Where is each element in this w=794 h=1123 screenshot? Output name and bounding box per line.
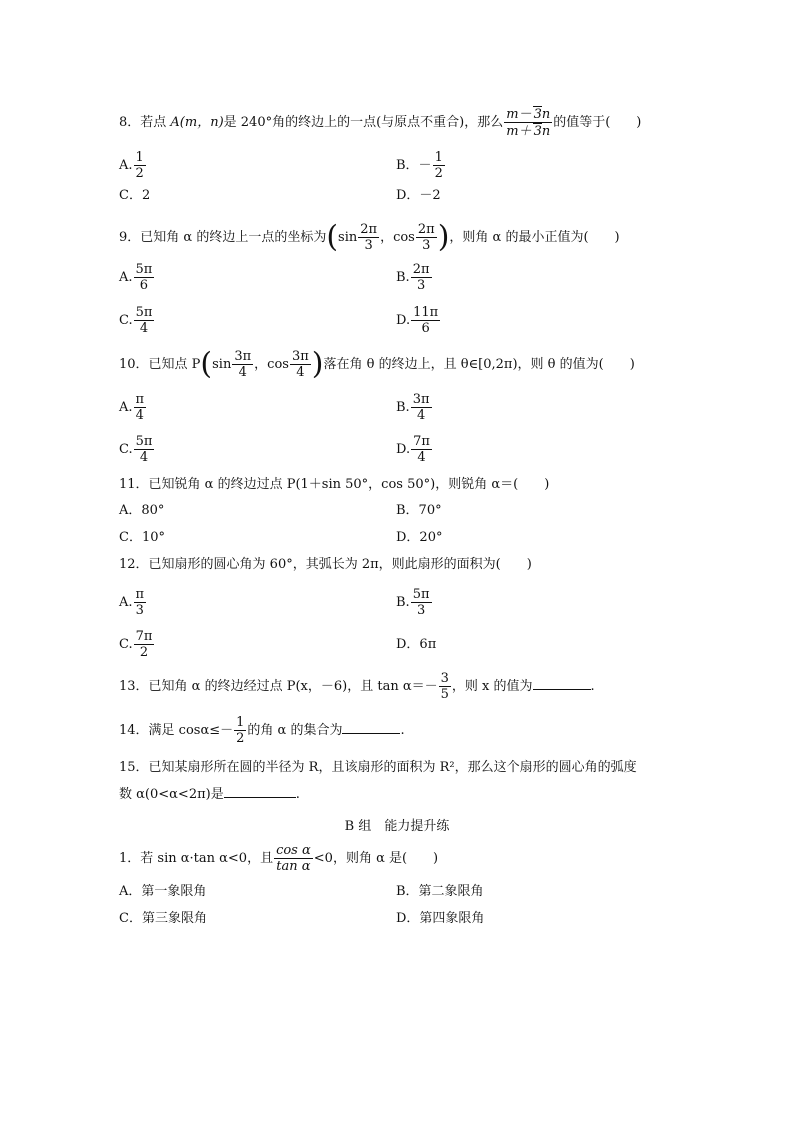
q8-suffix: 的值等于( ) [553, 115, 642, 130]
q12-option-b[interactable]: B. $\frac{5\pi}{3}$ [396, 587, 430, 618]
q8-option-c[interactable]: C．2 [119, 188, 151, 203]
q11-option-d[interactable]: D．20° [396, 530, 443, 545]
q11-option-c[interactable]: C．10° [119, 530, 165, 545]
q15-answer-blank[interactable] [224, 797, 296, 798]
q8-middle: 是 240°角的终边上的一点(与原点不重合)，那么 [223, 115, 504, 130]
q9-option-c[interactable]: C. $\frac{5\pi}{4}$ [119, 305, 153, 336]
q8-option-a[interactable]: A. $\frac{1}{2}$ [119, 150, 144, 181]
q11-option-a[interactable]: A．80° [119, 503, 165, 518]
question-11: 11．已知锐角 α 的终边过点 P(1＋sin 50°，cos 50°)，则锐角 α＝( ) [119, 477, 550, 492]
q12-option-a[interactable]: A. $\frac{\pi}{3}$ [119, 587, 145, 618]
q8-prefix: 8．若点 [119, 115, 171, 130]
q10-option-a[interactable]: A. $\frac{\pi}{4}$ [119, 392, 145, 423]
b1-option-a[interactable]: A．第一象限角 [119, 884, 207, 899]
q8-fraction: $\frac{m- 3n}{m+ 3n}$ [506, 107, 551, 139]
q10-option-d[interactable]: D. $\frac{7\pi}{4}$ [396, 434, 430, 465]
q9-option-a[interactable]: A. $\frac{5\pi}{6}$ [119, 262, 153, 293]
q9-option-b[interactable]: B. $\frac{2\pi}{3}$ [396, 262, 430, 293]
question-15-line1: 15．已知某扇形所在圆的半径为 R，且该扇形的面积为 R²，那么这个扇形的圆心角的弧度 [119, 760, 637, 775]
b1-option-b[interactable]: B．第二象限角 [396, 884, 484, 899]
b1-option-c[interactable]: C．第三象限角 [119, 911, 207, 926]
question-8 [119, 106, 641, 139]
section-title: B 组 能力提升练 [344, 819, 450, 834]
question-15-line2: 数 α(0<α<2π)是 . [119, 787, 300, 802]
q10-option-c[interactable]: C. $\frac{5\pi}{4}$ [119, 434, 153, 465]
q13-answer-blank[interactable] [533, 689, 591, 690]
question-9: 9．已知角 α 的终边上一点的坐标为(sin $\frac{2\pi}{3}$ ，cos $\frac{2\pi}{3}$ )，则角 α 的最小正值为( ) [119, 219, 620, 255]
question-10: 10．已知点 P(sin $\frac{3\pi}{4}$ ，cos $\frac{3\pi}{4}$ )落在角 θ 的终边上，且 θ∈[0,2π)，则 θ 的值为( ) [119, 346, 635, 382]
q10-option-b[interactable]: B. $\frac{3\pi}{4}$ [396, 392, 430, 423]
q14-answer-blank[interactable] [342, 733, 400, 734]
q12-option-d[interactable]: D．6π [396, 637, 437, 652]
q8-point: A(m，n) [170, 115, 224, 130]
question-13: 13．已知角 α 的终边经过点 P(x，－6)，且 tan α＝－ $\frac{3}{5}$ ，则 x 的值为 . [119, 671, 595, 702]
question-14: 14．满足 cosα≤－ $\frac{1}{2}$ 的角 α 的集合为 . [119, 715, 405, 746]
question-12: 12．已知扇形的圆心角为 60°，其弧长为 2π，则此扇形的面积为( ) [119, 557, 532, 572]
q8-option-d[interactable]: D．－2 [396, 188, 441, 203]
q8-option-b[interactable]: B．－ $\frac{1}{2}$ [396, 150, 443, 181]
b1-option-d[interactable]: D．第四象限角 [396, 911, 485, 926]
q9-option-d[interactable]: D. $\frac{11\pi}{6}$ [396, 305, 439, 336]
q11-option-b[interactable]: B．70° [396, 503, 442, 518]
question-b1: 1．若 sin α·tan α<0，且 $\frac{\text{cos α}}{\text{tan α}}$ <0，则角 α 是( ) [119, 843, 439, 874]
q12-option-c[interactable]: C. $\frac{7\pi}{2}$ [119, 629, 153, 660]
